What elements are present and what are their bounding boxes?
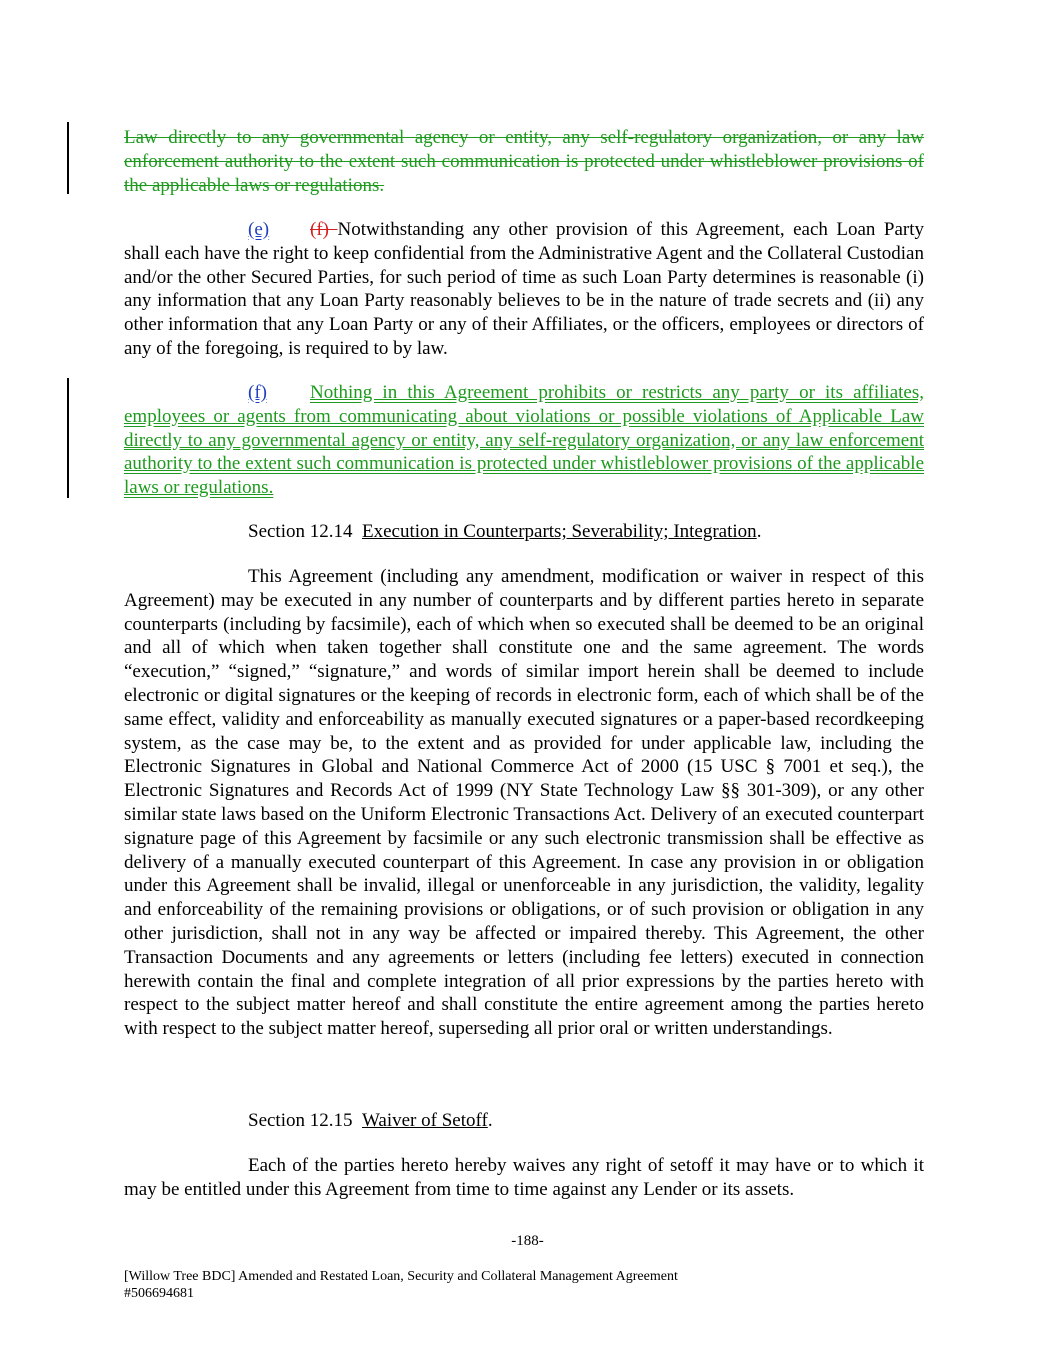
paragraph-e-deleted-label: (f) [310, 219, 338, 240]
section-12-15-period: . [487, 1110, 493, 1131]
section-12-14-number: Section 12.14 [248, 521, 353, 542]
section-12-15-heading [248, 1109, 493, 1133]
section-12-14-title: Execution in Counterparts; Severability; Integration [362, 521, 757, 542]
footer-title: [Willow Tree BDC] Amended and Restated Loan, Security and Collateral Management Agreement [124, 1269, 678, 1284]
paragraph-e-label: (e) [248, 219, 270, 240]
section-12-14-heading [248, 520, 761, 544]
change-bar [67, 122, 69, 194]
page-number: -188- [511, 1233, 544, 1249]
paragraph-f-text: Nothing in this Agreement prohibits or restricts any party or its affiliates, employees or agents from communicating about violations or possible violations of Applicable Law directly to any governmental agency or entity, any self-regulatory organization, or any law enforcement authority to the extent such communication is protected under whistleblower provisions of the applicable laws or regulations. [124, 382, 924, 499]
section-12-14-period: . [756, 521, 762, 542]
paragraph-f-label: (f) [248, 382, 267, 403]
footer-doc-id: #506694681 [124, 1286, 194, 1301]
section-12-15-title: Waiver of Setoff [362, 1110, 488, 1131]
change-bar [67, 378, 69, 498]
paragraph-f [124, 381, 924, 500]
section-12-15-body: Each of the parties hereto hereby waives any right of setoff it may have or to which it may be entitled under this Agreement from time to time against any Lender or its assets. [124, 1155, 924, 1200]
deleted-paragraph: Law directly to any governmental agency or entity, any self-regulatory organization, or any law enforcement authority to the extent such communication is protected under whistleblower provisions of the applicable laws or regulations. [124, 127, 924, 196]
section-12-15-number: Section 12.15 [248, 1110, 353, 1131]
paragraph-e [124, 218, 924, 361]
paragraph-e-text: Notwithstanding any other provision of this Agreement, each Loan Party shall each have the right to keep confidential from the Administrative Agent and the Collateral Custodian and/or the other Secured Parties, for such period of time as such Loan Party determines is reasonable (i) any information that any Loan Party reasonably believes to be in the nature of trade secrets and (ii) any other information that any Loan Party or any of their Affiliates, or the officers, employees or directors of any of the foregoing, is required to by law. [124, 219, 925, 359]
footer [124, 1268, 678, 1302]
section-12-14-body: This Agreement (including any amendment, modification or waiver in respect of this Agreement) may be executed in any number of counterparts and by different parties hereto in separate counterparts (including by facsimile), each of which when so executed shall be deemed to be an original and all of which when taken together shall constitute one and the same agreement. The words “execution,” “signed,” “signature,” and words of similar import herein shall be deemed to include electronic or digital signatures or the keeping of records in electronic form, each of which shall be of the same effect, validity and enforceability as manually executed signatures or a paper-based recordkeeping system, as the case may be, to the extent and as provided for under applicable law, including the Electronic Signatures in Global and National Commerce Act of 2000 (15 USC § 7001 et seq.), the Electronic Signatures and Records Act of 1999 (NY State Technology Law §§ 301-309), or any other similar state laws based on the Uniform Electronic Transactions Act. Delivery of an executed counterpart signature page of this Agreement by facsimile or any such electronic transmission shall be effective as delivery of a manually executed counterpart of this Agreement. In case any provision in or obligation under this Agreement shall be invalid, illegal or unenforceable in any jurisdiction, the validity, legality and enforceability of the remaining provisions or obligations, or of such provision or obligation in any other jurisdiction, shall not in any way be affected or impaired thereby. This Agreement, the other Transaction Documents and any agreements or letters (including fee letters) executed in connection herewith contain the final and complete integration of all prior expressions by the parties hereto with respect to the subject matter hereof and shall constitute the entire agreement among the parties hereto with respect to the subject matter hereof, superseding all prior oral or written understandings. [124, 566, 924, 1040]
